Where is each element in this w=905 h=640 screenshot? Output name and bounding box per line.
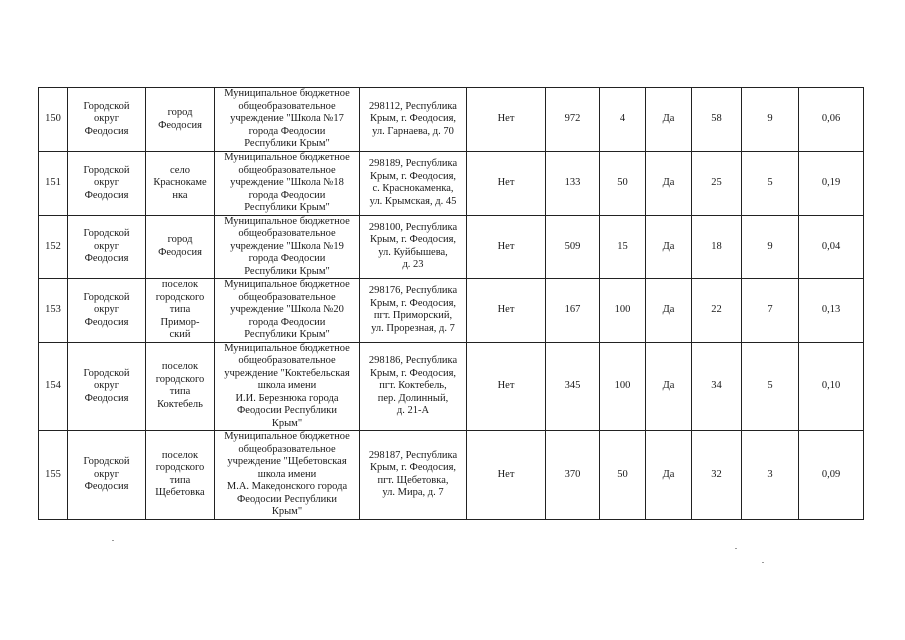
table-row xyxy=(39,431,864,520)
district-cell xyxy=(68,342,146,431)
district-cell-line: Городской xyxy=(83,291,130,303)
address-cell-line: ул. Прорезная, д. 7 xyxy=(371,322,455,334)
school-name-cell-line: М.А. Македонского города xyxy=(226,481,348,492)
value-1-cell: 370 xyxy=(546,431,600,520)
value-4-cell: 3 xyxy=(742,431,799,520)
school-name-cell-line: города Феодосии xyxy=(248,253,326,264)
address-cell-line: пгт. Приморский, xyxy=(373,310,453,322)
district-cell-line: Феодосия xyxy=(84,481,129,492)
locality-cell-line: Щебетовка xyxy=(155,487,205,499)
address-cell-line: ул. Гарнаева, д. 70 xyxy=(372,125,454,137)
school-name-cell-line: И.И. Березнюка города xyxy=(235,392,339,404)
value-3-cell: 18 xyxy=(692,215,742,279)
table-row xyxy=(39,279,864,343)
address-cell-line: Крым, г. Феодосия, xyxy=(369,113,457,125)
address-cell-line: пгт. Щебетовка, xyxy=(377,474,449,486)
flag-cell: Нет xyxy=(467,431,546,520)
locality-cell-line: поселок xyxy=(161,279,199,290)
school-name-cell xyxy=(215,215,360,279)
locality-cell xyxy=(146,279,215,343)
value-3-cell: 34 xyxy=(692,342,742,431)
address-cell xyxy=(360,431,467,520)
district-cell xyxy=(68,279,146,343)
value-1-cell: 509 xyxy=(546,215,600,279)
school-name-cell xyxy=(215,152,360,216)
value-2-cell: 15 xyxy=(600,215,646,279)
address-cell-line: Крым, г. Феодосия, xyxy=(369,234,457,246)
school-name-cell-line: учреждение "Школа №17 xyxy=(230,113,344,125)
address-cell-line: 298189, Республика xyxy=(368,158,458,170)
school-name-cell-line: Республики Крым" xyxy=(244,265,330,277)
ratio-cell: 0,09 xyxy=(799,431,864,520)
school-name-cell-line: общеобразовательное xyxy=(238,355,336,366)
school-name-cell xyxy=(215,88,360,152)
scan-speck xyxy=(762,562,764,563)
school-name-cell-line: общеобразовательное xyxy=(238,164,336,176)
district-cell-line: Городской xyxy=(83,164,130,176)
school-name-cell-line: учреждение "Щебетовская xyxy=(227,456,347,467)
district-cell-line: Феодосия xyxy=(84,189,129,201)
locality-cell xyxy=(146,431,215,520)
locality-cell-line: городского xyxy=(155,373,205,385)
school-name-cell-line: учреждение "Школа №19 xyxy=(230,240,344,252)
table-row xyxy=(39,342,864,431)
locality-cell-line: типа xyxy=(169,474,191,486)
locality-cell-line: ский xyxy=(169,329,191,340)
district-cell-line: округ xyxy=(93,113,120,125)
value-4-cell: 7 xyxy=(742,279,799,343)
address-cell-line: пгт. Коктебель, xyxy=(379,380,447,391)
locality-cell-line: городского xyxy=(155,291,205,303)
value-2-cell: 4 xyxy=(600,88,646,152)
value-1-cell: 345 xyxy=(546,342,600,431)
locality-cell-line: типа xyxy=(169,304,191,315)
locality-cell xyxy=(146,88,215,152)
row-number: 151 xyxy=(39,152,68,216)
schools-table xyxy=(38,87,864,520)
address-cell-line: д. 21-А xyxy=(396,405,430,416)
locality-cell xyxy=(146,342,215,431)
row-number: 152 xyxy=(39,215,68,279)
school-name-cell-line: учреждение "Школа №20 xyxy=(230,304,344,315)
district-cell-line: Феодосия xyxy=(84,125,129,137)
row-number: 154 xyxy=(39,342,68,431)
table-row xyxy=(39,152,864,216)
locality-cell-line: Феодосия xyxy=(158,246,202,258)
flag-cell: Нет xyxy=(467,152,546,216)
locality-cell-line: город xyxy=(167,107,193,118)
locality-cell xyxy=(146,152,215,216)
school-name-cell-line: города Феодосии xyxy=(248,316,326,328)
district-cell xyxy=(68,431,146,520)
school-name-cell-line: Республики Крым" xyxy=(244,138,330,150)
address-cell-line: 298112, Республика xyxy=(369,100,457,112)
value-1-cell: 972 xyxy=(546,88,600,152)
flag-cell: Нет xyxy=(467,215,546,279)
scan-speck xyxy=(112,540,114,541)
value-4-cell: 9 xyxy=(742,88,799,152)
row-number: 155 xyxy=(39,431,68,520)
locality-cell-line: Краснокаме xyxy=(153,177,207,188)
school-name-cell-line: Республики Крым" xyxy=(244,329,330,340)
value-2-cell: 100 xyxy=(600,342,646,431)
school-name-cell-line: школа имени xyxy=(257,380,317,391)
scan-speck xyxy=(735,548,737,549)
locality-cell-line: городского xyxy=(155,462,205,474)
value-2-cell: 50 xyxy=(600,152,646,216)
school-name-cell xyxy=(215,342,360,431)
district-cell xyxy=(68,152,146,216)
address-cell-line: Крым, г. Феодосия, xyxy=(369,367,457,379)
address-cell-line: Крым, г. Феодосия, xyxy=(369,170,457,182)
answer-cell: Да xyxy=(646,215,692,279)
value-3-cell: 32 xyxy=(692,431,742,520)
flag-cell: Нет xyxy=(467,342,546,431)
locality-cell-line: Феодосия xyxy=(158,119,202,131)
address-cell xyxy=(360,88,467,152)
answer-cell: Да xyxy=(646,431,692,520)
table-body xyxy=(39,88,864,520)
school-name-cell-line: Муниципальное бюджетное xyxy=(224,88,350,100)
school-name-cell-line: Муниципальное бюджетное xyxy=(224,215,350,227)
value-3-cell: 25 xyxy=(692,152,742,216)
district-cell-line: Городской xyxy=(83,228,130,239)
district-cell-line: округ xyxy=(93,177,120,188)
ratio-cell: 0,06 xyxy=(799,88,864,152)
address-cell-line: ул. Крымская, д. 45 xyxy=(369,195,457,207)
locality-cell-line: поселок xyxy=(161,449,199,461)
answer-cell: Да xyxy=(646,279,692,343)
value-3-cell: 58 xyxy=(692,88,742,152)
locality-cell-line: поселок xyxy=(161,361,199,373)
address-cell-line: 298100, Республика xyxy=(368,221,458,233)
address-cell xyxy=(360,279,467,343)
district-cell-line: округ xyxy=(93,468,120,480)
school-name-cell-line: общеобразовательное xyxy=(238,443,336,455)
answer-cell: Да xyxy=(646,152,692,216)
table-row xyxy=(39,215,864,279)
school-name-cell-line: общеобразовательное xyxy=(238,228,336,239)
district-cell-line: Феодосия xyxy=(84,253,129,264)
district-cell-line: Феодосия xyxy=(84,316,129,328)
school-name-cell xyxy=(215,279,360,343)
address-cell-line: с. Краснокаменка, xyxy=(372,183,454,195)
address-cell-line: Крым, г. Феодосия, xyxy=(369,462,457,474)
district-cell-line: округ xyxy=(93,304,120,315)
value-4-cell: 5 xyxy=(742,152,799,216)
school-name-cell-line: Крым" xyxy=(271,506,303,517)
school-name-cell-line: общеобразовательное xyxy=(238,100,336,112)
district-cell-line: округ xyxy=(93,380,120,391)
district-cell-line: Городской xyxy=(83,100,130,112)
row-number: 150 xyxy=(39,88,68,152)
address-cell xyxy=(360,152,467,216)
ratio-cell: 0,10 xyxy=(799,342,864,431)
school-name-cell-line: общеобразовательное xyxy=(238,291,336,303)
school-name-cell-line: Крым" xyxy=(271,417,303,429)
locality-cell-line: Примор- xyxy=(160,316,200,328)
value-1-cell: 167 xyxy=(546,279,600,343)
district-cell-line: округ xyxy=(93,240,120,252)
school-name-cell-line: города Феодосии xyxy=(248,125,326,137)
address-cell-line: 298187, Республика xyxy=(368,449,458,461)
district-cell xyxy=(68,215,146,279)
ratio-cell: 0,04 xyxy=(799,215,864,279)
district-cell-line: Городской xyxy=(83,367,130,379)
address-cell-line: Крым, г. Феодосия, xyxy=(369,297,457,309)
value-4-cell: 5 xyxy=(742,342,799,431)
value-1-cell: 133 xyxy=(546,152,600,216)
address-cell-line: ул. Мира, д. 7 xyxy=(382,487,444,499)
school-name-cell-line: Феодосии Республики xyxy=(237,493,337,505)
school-name-cell-line: Феодосии Республики xyxy=(237,405,337,416)
ratio-cell: 0,13 xyxy=(799,279,864,343)
locality-cell xyxy=(146,215,215,279)
school-name-cell-line: Республики Крым" xyxy=(244,202,330,213)
value-2-cell: 50 xyxy=(600,431,646,520)
value-3-cell: 22 xyxy=(692,279,742,343)
address-cell-line: д. 23 xyxy=(402,259,424,271)
flag-cell: Нет xyxy=(467,279,546,343)
locality-cell-line: нка xyxy=(172,189,188,201)
school-name-cell-line: школа имени xyxy=(257,468,317,480)
school-name-cell-line: учреждение "Коктебельская xyxy=(224,367,350,379)
address-cell-line: пер. Долинный, xyxy=(377,392,449,404)
answer-cell: Да xyxy=(646,88,692,152)
school-name-cell xyxy=(215,431,360,520)
locality-cell-line: село xyxy=(170,164,190,176)
address-cell-line: 298176, Республика xyxy=(368,285,458,297)
locality-cell-line: типа xyxy=(169,386,191,398)
district-cell-line: Городской xyxy=(83,456,130,467)
locality-cell-line: город xyxy=(167,234,193,246)
table-row xyxy=(39,88,864,152)
school-name-cell-line: Муниципальное бюджетное xyxy=(224,279,350,290)
value-2-cell: 100 xyxy=(600,279,646,343)
answer-cell: Да xyxy=(646,342,692,431)
address-cell-line: 298186, Республика xyxy=(368,355,458,366)
flag-cell: Нет xyxy=(467,88,546,152)
address-cell xyxy=(360,342,467,431)
locality-cell-line: Коктебель xyxy=(157,398,203,410)
school-name-cell-line: Муниципальное бюджетное xyxy=(224,431,350,442)
school-name-cell-line: учреждение "Школа №18 xyxy=(230,177,344,188)
value-4-cell: 9 xyxy=(742,215,799,279)
school-name-cell-line: Муниципальное бюджетное xyxy=(224,342,350,354)
district-cell-line: Феодосия xyxy=(84,392,129,404)
school-name-cell-line: Муниципальное бюджетное xyxy=(224,152,350,163)
row-number: 153 xyxy=(39,279,68,343)
ratio-cell: 0,19 xyxy=(799,152,864,216)
address-cell-line: ул. Куйбышева, xyxy=(378,246,448,258)
address-cell xyxy=(360,215,467,279)
district-cell xyxy=(68,88,146,152)
school-name-cell-line: города Феодосии xyxy=(248,189,326,201)
